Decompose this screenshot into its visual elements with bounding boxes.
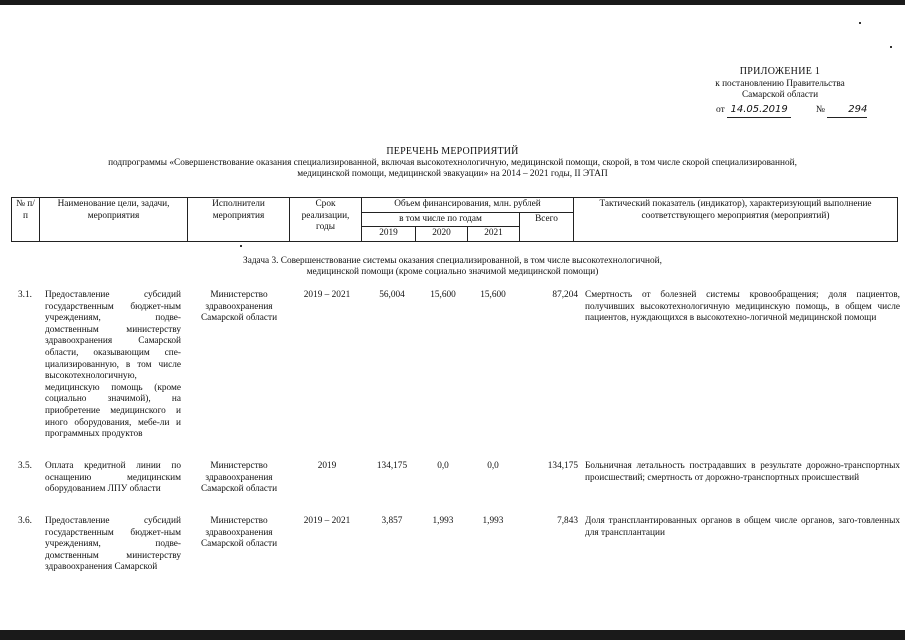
header-year-2020: 2020: [416, 227, 468, 242]
row-indicator: Доля трансплантированных органов в общем числе органов, заго-товленных для трансплантации: [585, 516, 900, 538]
task-title-line1: Задача 3. Совершенствование системы оказания специализированной, в том числе высокотехнологичной,: [243, 256, 662, 266]
appendix-line2: Самарской области: [741, 90, 819, 101]
document-title: ПЕРЕЧЕНЬ МЕРОПРИЯТИЙ: [386, 146, 519, 157]
row-value-2019: 56,004: [379, 290, 405, 300]
header-term: Срок реализации, годы: [290, 198, 362, 242]
header-num: № п/п: [12, 198, 40, 242]
row-indicator: Больничная летальность пострадавших в результате дорожно-транспортных происшествий; смертность от дорожно-транспортных происшествий: [585, 461, 900, 483]
header-by-years: в том числе по годам: [362, 212, 520, 227]
resolution-date-number: [716, 104, 876, 118]
header-volume: Объем финансирования, млн. рублей: [362, 198, 574, 213]
row-term: 2019 – 2021: [303, 290, 351, 300]
header-exec: Исполнители мероприятия: [188, 198, 290, 242]
row-value-total: 7,843: [557, 516, 578, 526]
row-number: 3.5.: [18, 461, 32, 471]
row-value-2021: 0,0: [487, 461, 499, 471]
date-value: 14.05.2019: [727, 104, 791, 118]
header-year-2021: 2021: [468, 227, 520, 242]
scan-speck: [240, 245, 242, 247]
row-value-total: 87,204: [552, 290, 578, 300]
row-term: 2019: [317, 461, 337, 471]
scan-speck: [859, 22, 861, 24]
row-executor: Министерство здравоохранения Самарской области: [200, 461, 278, 495]
row-number: 3.1.: [18, 290, 32, 300]
row-value-2020: 15,600: [430, 290, 456, 300]
row-value-2020: 0,0: [437, 461, 449, 471]
row-value-2021: 1,993: [482, 516, 504, 526]
row-value-2019: 3,857: [381, 516, 403, 526]
task-title-line2: медицинской помощи (кроме социально значимой медицинской помощи): [306, 267, 599, 277]
appendix-title: ПРИЛОЖЕНИЕ 1: [739, 66, 821, 77]
row-executor: Министерство здравоохранения Самарской области: [200, 516, 278, 550]
row-value-2019: 134,175: [376, 461, 408, 471]
number-prefix: №: [815, 105, 825, 115]
header-indicator: Тактический показатель (индикатор), характеризующий выполнение соответствующего мероприятия (мероприятий): [574, 198, 898, 242]
row-indicator: Смертность от болезней системы кровообращения; доля пациентов, получивших высокотехнологичную медицинскую помощь, в общем числе пациентов, нуждающихся в высокотехно-логичной медицинской помощи: [585, 290, 900, 324]
row-activity-name: Предоставление субсидий государственным бюджет-ным учреждениям, подве-домственным министерству здравоохранения Самарской: [45, 516, 181, 573]
header-total: Всего: [520, 212, 574, 241]
row-activity-name: Предоставление субсидий государственным бюджет-ным учреждениям, подве-домственным министерству здравоохранения Самарской области, оказывающим спе-циализированную, в том числе высокотехнологичную, медицинскую помощь (кроме социально значимой), на приобретение медицинского и иного оборудования, мебе-ли и программных продуктов: [45, 290, 181, 440]
row-number: 3.6.: [18, 516, 32, 526]
table-header: [11, 197, 898, 242]
scan-bottom-edge: [0, 630, 905, 640]
header-year-2019: 2019: [362, 227, 416, 242]
header-name: Наименование цели, задачи, мероприятия: [40, 198, 188, 242]
document-subtitle-line1: подпрограммы «Совершенствование оказания специализированной, включая высокотехнологичную, медицинской помощи, скорой, в том числе скорой специализированной,: [108, 158, 797, 168]
number-value: 294: [827, 104, 867, 118]
row-term: 2019 – 2021: [303, 516, 351, 526]
appendix-line1: к постановлению Правительства: [715, 78, 845, 89]
date-prefix: от: [716, 105, 725, 115]
scan-top-edge: [0, 0, 905, 5]
row-value-2020: 1,993: [432, 516, 454, 526]
appendix-block: [695, 66, 865, 102]
row-executor: Министерство здравоохранения Самарской области: [200, 290, 278, 324]
row-value-total: 134,175: [547, 461, 578, 471]
row-value-2021: 15,600: [480, 290, 506, 300]
document-subtitle-line2: медицинской помощи, медицинской эвакуации» на 2014 – 2021 годы, II ЭТАП: [297, 169, 608, 179]
scan-speck: [890, 46, 892, 48]
row-activity-name: Оплата кредитной линии по оснащению медицинским оборудованием ЛПУ области: [45, 461, 181, 495]
